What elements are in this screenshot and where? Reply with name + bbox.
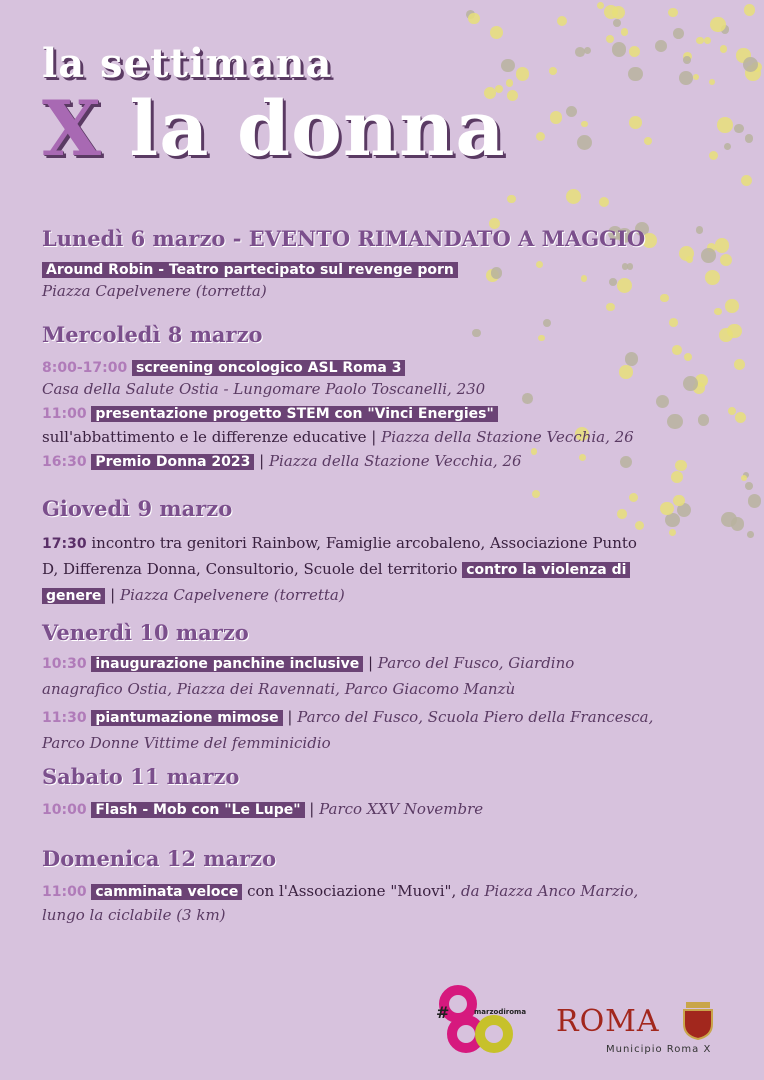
mimosa-dot	[655, 40, 667, 52]
mimosa-dot	[717, 117, 733, 133]
event-location: Parco XXV Novembre	[319, 800, 484, 818]
mimosa-dot	[629, 493, 638, 502]
mimosa-dot	[538, 335, 544, 341]
event-highlight: genere	[42, 588, 105, 604]
separator: |	[363, 654, 378, 672]
event-highlight: contro la violenza di	[462, 562, 630, 578]
event-time: 11:00	[42, 884, 87, 900]
logo-hashtag: #	[436, 1003, 450, 1022]
event-location: lungo la ciclabile (3 km)	[42, 906, 226, 924]
day-title-giovedi: Giovedì 9 marzo	[42, 496, 233, 521]
day-title-domenica: Domenica 12 marzo	[42, 846, 277, 871]
mimosa-dot	[507, 90, 518, 101]
event-giovedi-1-end	[42, 584, 744, 607]
event-highlight: presentazione progetto STEM con "Vinci Energies"	[91, 406, 497, 422]
event-location: Parco Donne Vittime del femminicidio	[42, 734, 331, 752]
mimosa-dot	[617, 509, 627, 519]
mimosa-dot	[745, 482, 753, 490]
event-time: 10:00	[42, 802, 87, 818]
event-mercoledi-3	[42, 450, 744, 473]
separator: |	[282, 708, 298, 726]
mimosa-dot	[581, 121, 587, 127]
marzodiroma-logo	[436, 984, 526, 1054]
roma-shield-icon	[680, 1000, 716, 1040]
event-lunedi-location	[42, 280, 744, 302]
event-location: Piazza della Stazione Vecchia, 26	[381, 428, 634, 446]
event-location: da Piazza Anco Marzio,	[461, 882, 639, 900]
mimosa-dot	[669, 318, 678, 327]
event-time: 10:30	[42, 656, 87, 672]
mimosa-dot	[734, 124, 744, 134]
mimosa-dot	[709, 79, 716, 86]
municipio-label: Municipio Roma X	[606, 1044, 712, 1055]
event-time: 11:00	[42, 406, 87, 422]
mimosa-dot	[673, 28, 684, 39]
event-venerdi-2	[42, 706, 744, 729]
mimosa-dot	[741, 475, 748, 482]
event-highlight: Around Robin - Teatro partecipato sul revenge porn	[42, 262, 458, 278]
mimosa-dot	[635, 521, 645, 531]
mimosa-dot	[501, 59, 515, 73]
mimosa-dot	[621, 28, 629, 36]
event-time: 17:30	[42, 536, 87, 552]
poster-title-line2	[42, 84, 506, 173]
mimosa-dot	[731, 517, 744, 530]
mimosa-dot	[557, 16, 567, 26]
event-highlight: piantumazione mimose	[91, 710, 282, 726]
mimosa-dot	[606, 35, 614, 43]
mimosa-dot	[532, 490, 540, 498]
mimosa-dot	[715, 238, 730, 253]
title-la-donna: la donna	[101, 84, 506, 173]
event-lunedi	[42, 258, 744, 281]
event-giovedi-1-cont	[42, 558, 744, 581]
event-highlight: Flash - Mob con "Le Lupe"	[91, 802, 304, 818]
logo-marzodiroma: marzodiroma	[474, 1008, 526, 1016]
event-text: incontro tra genitori Rainbow, Famiglie arcobaleno, Associazione Punto	[91, 534, 637, 552]
mimosa-dot	[696, 37, 704, 45]
event-time: 11:30	[42, 710, 87, 726]
day-title-venerdi: Venerdì 10 marzo	[42, 620, 249, 645]
mimosa-dot	[628, 67, 642, 81]
mimosa-dot	[549, 67, 557, 75]
mimosa-dot	[679, 71, 693, 85]
mimosa-dot	[507, 195, 515, 203]
day-title-mercoledi: Mercoledì 8 marzo	[42, 322, 263, 347]
event-time: 16:30	[42, 454, 87, 470]
mimosa-dot	[629, 46, 640, 57]
event-highlight: camminata veloce	[91, 884, 242, 900]
mimosa-dot	[543, 319, 551, 327]
mimosa-dot	[468, 13, 480, 25]
roma-wordmark: ROMA	[556, 1004, 660, 1039]
title-x: X	[42, 84, 102, 173]
day-title-sabato: Sabato 11 marzo	[42, 764, 240, 789]
mimosa-dot	[599, 197, 609, 207]
event-location: Piazza Capelvenere (torretta)	[119, 586, 345, 604]
mimosa-dot	[710, 17, 725, 32]
event-location: anagrafico Ostia, Piazza dei Ravennati, Parco Giacomo Manzù	[42, 680, 516, 698]
event-time: 8:00-17:00	[42, 360, 128, 376]
mimosa-dot	[720, 45, 728, 53]
mimosa-dot	[693, 74, 699, 80]
mimosa-dot	[613, 19, 621, 27]
mimosa-dot	[672, 345, 682, 355]
event-location: Parco del Fusco, Giardino	[377, 654, 575, 672]
mimosa-dot	[747, 531, 754, 538]
event-highlight: screening oncologico ASL Roma 3	[132, 360, 405, 376]
day-title-lunedi: Lunedì 6 marzo - EVENTO RIMANDATO A MAGGIO	[42, 226, 646, 251]
mimosa-dot	[516, 67, 530, 81]
mimosa-dot	[506, 79, 513, 86]
event-location: Piazza della Stazione Vecchia, 26	[268, 452, 522, 470]
separator: |	[105, 586, 120, 604]
mimosa-dot	[606, 303, 614, 311]
mimosa-dot	[490, 26, 503, 39]
mimosa-dot	[629, 116, 642, 129]
mimosa-dot	[709, 151, 718, 160]
mimosa-dot	[597, 2, 604, 9]
event-giovedi-1	[42, 532, 744, 555]
mimosa-dot	[741, 175, 752, 186]
event-location: Parco del Fusco, Scuola Piero della Francesca,	[297, 708, 654, 726]
mimosa-dot	[673, 495, 684, 506]
event-highlight: inaugurazione panchine inclusive	[91, 656, 363, 672]
mimosa-dot	[577, 135, 592, 150]
mimosa-dot	[612, 42, 626, 56]
mimosa-dot	[683, 56, 691, 64]
mimosa-dot	[566, 189, 581, 204]
separator: |	[254, 452, 269, 470]
mimosa-dot	[724, 143, 732, 151]
mimosa-dot	[719, 328, 733, 342]
event-sabato-1	[42, 798, 744, 821]
event-venerdi-1	[42, 652, 744, 675]
event-mercoledi-1-location	[42, 378, 744, 400]
mimosa-dot	[536, 132, 546, 142]
mimosa-dot	[745, 134, 753, 142]
separator: |	[304, 800, 320, 818]
mimosa-dot	[744, 4, 755, 15]
poster-title-line1: la settimana	[42, 40, 333, 87]
mimosa-dot	[714, 308, 722, 316]
mimosa-dot	[550, 111, 563, 124]
event-venerdi-2-location	[42, 732, 744, 754]
event-location: Piazza Capelvenere (torretta)	[42, 282, 267, 300]
event-venerdi-1-location	[42, 678, 744, 700]
event-text: sull'abbattimento e le differenze educative |	[42, 428, 382, 446]
mimosa-dot	[748, 494, 761, 507]
event-domenica-1	[42, 880, 744, 903]
event-text: D, Differenza Donna, Consultorio, Scuole del territorio	[42, 560, 463, 578]
event-mercoledi-2	[42, 402, 744, 425]
mimosa-dot	[660, 502, 674, 516]
event-domenica-1-location	[42, 904, 744, 926]
event-location: Casa della Salute Ostia - Lungomare Paolo Toscanelli, 230	[42, 380, 486, 398]
mimosa-dot	[644, 137, 652, 145]
mimosa-dot	[704, 37, 711, 44]
event-highlight: Premio Donna 2023	[91, 454, 254, 470]
event-text: con l'Associazione "Muovi",	[242, 882, 461, 900]
mimosa-dot	[743, 57, 758, 72]
mimosa-dot	[696, 226, 704, 234]
mimosa-dot	[575, 47, 585, 57]
mimosa-dot	[668, 8, 677, 17]
mimosa-dot	[472, 329, 481, 338]
mimosa-dot	[566, 106, 577, 117]
event-mercoledi-1	[42, 356, 744, 379]
event-mercoledi-2-detail	[42, 426, 744, 448]
